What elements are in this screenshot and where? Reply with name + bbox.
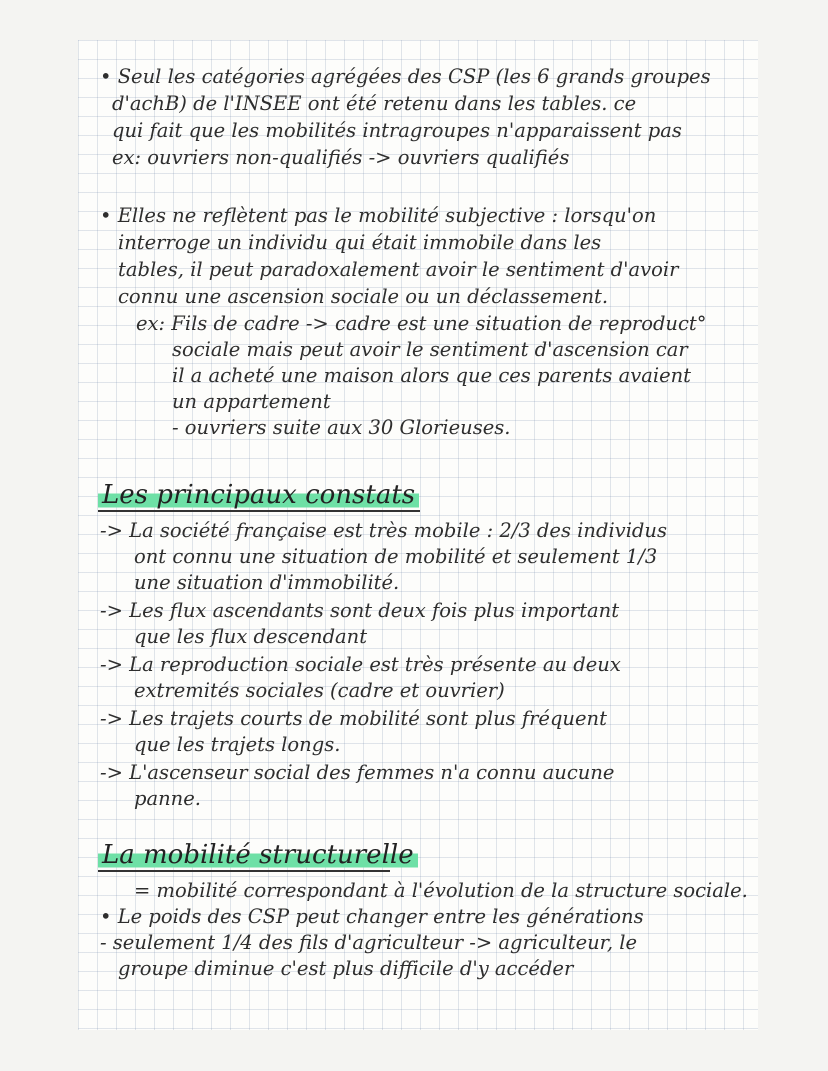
text-line: -> La société française est très mobile : 2/3 des individus xyxy=(100,519,667,542)
text-line: • Elles ne reflètent pas le mobilité subjective : lorsqu'on xyxy=(100,204,657,227)
text-line: - ouvriers suite aux 30 Glorieuses. xyxy=(172,416,511,439)
text-line: • Seul les catégories agrégées des CSP (les 6 grands groupes xyxy=(100,65,711,88)
text-line: - seulement 1/4 des fils d'agriculteur -> agriculteur, le xyxy=(100,931,638,954)
text-line: ont connu une situation de mobilité et seulement 1/3 xyxy=(134,545,658,568)
text-line: panne. xyxy=(134,787,201,810)
text-line: une situation d'immobilité. xyxy=(134,571,400,594)
text-line: il a acheté une maison alors que ces parents avaient xyxy=(172,364,692,387)
heading-principaux-constats xyxy=(98,480,419,510)
text-line: -> L'ascenseur social des femmes n'a connu aucune xyxy=(100,761,615,784)
text-line: un appartement xyxy=(172,390,331,413)
text-line: • Le poids des CSP peut changer entre les générations xyxy=(100,905,644,928)
heading-underline xyxy=(98,510,420,512)
text-line: tables, il peut paradoxalement avoir le sentiment d'avoir xyxy=(118,258,679,281)
text-line: que les trajets longs. xyxy=(134,733,341,756)
heading-text: Les principaux constats xyxy=(98,480,419,510)
text-line: ex: ouvriers non-qualifiés -> ouvriers qualifiés xyxy=(112,146,570,169)
text-line: -> La reproduction sociale est très présente au deux xyxy=(100,653,621,676)
heading-text: La mobilité structurelle xyxy=(98,840,418,870)
text-line: -> Les flux ascendants sont deux fois plus important xyxy=(100,599,620,622)
text-line: ex: Fils de cadre -> cadre est une situation de reproduct° xyxy=(136,312,707,335)
grid-paper-sheet xyxy=(78,40,758,1030)
text-line: = mobilité correspondant à l'évolution de la structure sociale. xyxy=(134,879,748,902)
text-line: groupe diminue c'est plus difficile d'y accéder xyxy=(118,957,574,980)
text-line: qui fait que les mobilités intragroupes n'apparaissent pas xyxy=(112,119,682,142)
heading-underline xyxy=(98,870,390,872)
text-line: d'achB) de l'INSEE ont été retenu dans les tables. ce xyxy=(112,92,637,115)
text-line: -> Les trajets courts de mobilité sont plus fréquent xyxy=(100,707,607,730)
text-line: interroge un individu qui était immobile dans les xyxy=(118,231,602,254)
heading-mobilite-structurelle xyxy=(98,840,418,870)
text-line: extremités sociales (cadre et ouvrier) xyxy=(134,679,505,702)
text-line: connu une ascension sociale ou un déclassement. xyxy=(118,285,609,308)
text-line: sociale mais peut avoir le sentiment d'ascension car xyxy=(172,338,688,361)
text-line: que les flux descendant xyxy=(134,625,368,648)
